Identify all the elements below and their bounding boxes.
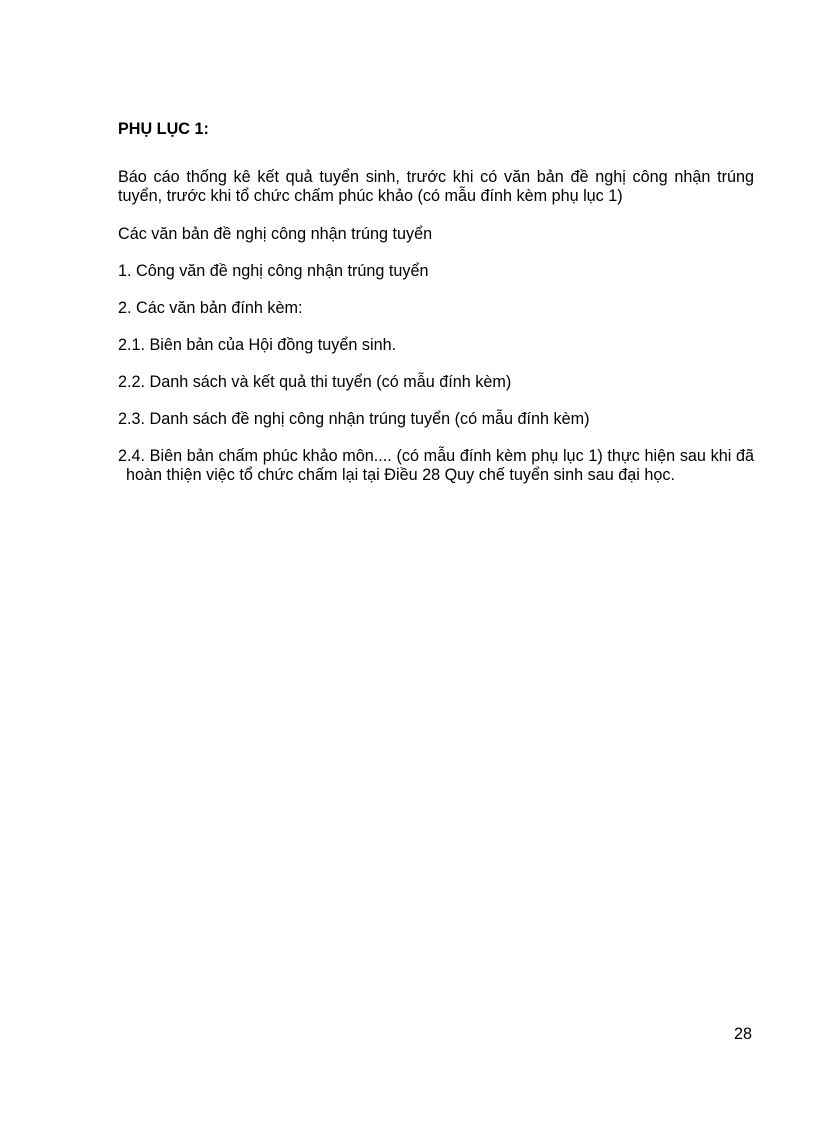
intro-paragraph: Báo cáo thống kê kết quả tuyển sinh, trước khi có văn bản đề nghị công nhận trúng tuyển, trước khi tổ chức chấm phúc khảo (có mẫu đính kèm phụ lục 1) — [118, 168, 754, 205]
appendix-heading: PHỤ LỤC 1: — [118, 120, 209, 138]
list-item: 2.3. Danh sách đề nghị công nhận trúng tuyển (có mẫu đính kèm) — [118, 410, 590, 428]
page-number: 28 — [733, 1025, 752, 1043]
list-item: 1. Công văn đề nghị công nhận trúng tuyển — [118, 262, 429, 280]
list-item: 2. Các văn bản đính kèm: — [118, 299, 303, 317]
list-item: 2.1. Biên bản của Hội đồng tuyển sinh. — [118, 336, 397, 354]
section-title: Các văn bản đề nghị công nhận trúng tuyển — [118, 225, 433, 243]
list-item: 2.2. Danh sách và kết quả thi tuyển (có mẫu đính kèm) — [118, 373, 512, 391]
list-item: 2.4. Biên bản chấm phúc khảo môn.... (có mẫu đính kèm phụ lục 1) thực hiện sau khi đã hoàn thiện việc tổ chức chấm lại tại Điều 28 Quy chế tuyển sinh sau đại học. — [118, 447, 754, 484]
document-body — [118, 120, 754, 485]
